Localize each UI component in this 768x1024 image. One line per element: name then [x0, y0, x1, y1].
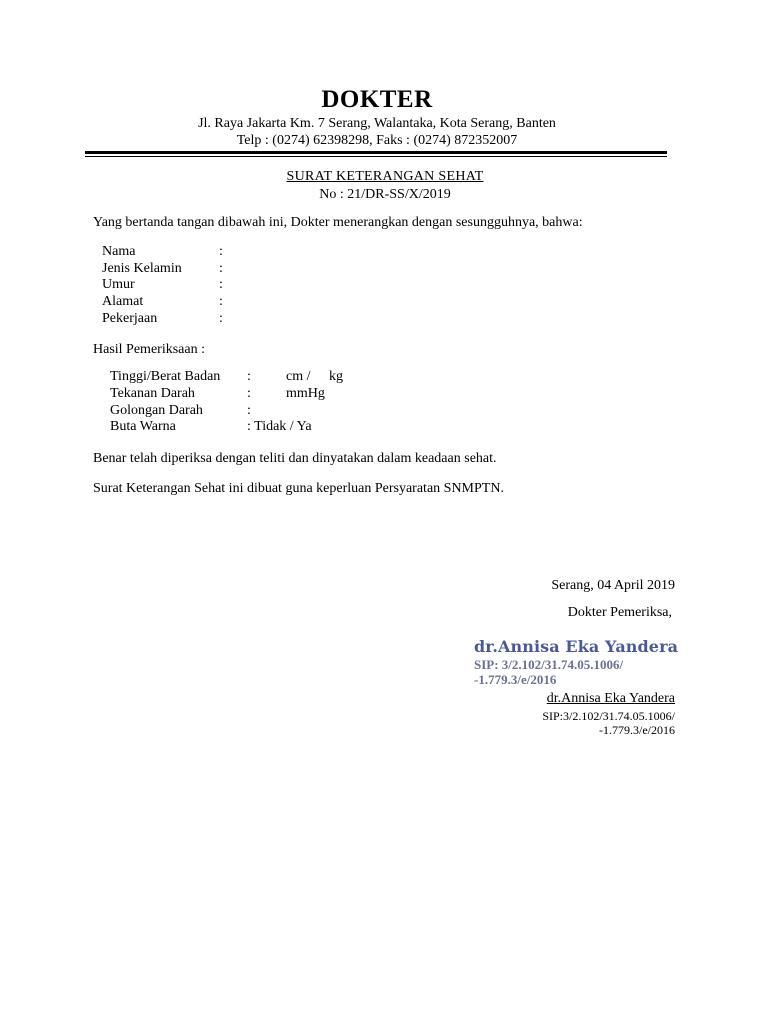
signatory-sip-line2: -1.779.3/e/2016	[599, 723, 675, 737]
exam-colon: :	[247, 403, 251, 418]
letterhead-divider-thin	[85, 156, 667, 157]
document-number: No : 21/DR-SS/X/2019	[319, 187, 451, 202]
intro-text: Yang bertanda tangan dibawah ini, Dokter menerangkan dengan sesungguhnya, bahwa:	[93, 215, 583, 230]
exam-label-blood-pressure: Tekanan Darah	[110, 386, 195, 401]
place-date: Serang, 04 April 2019	[551, 578, 675, 593]
exam-unit-kg: kg	[329, 369, 343, 384]
field-label-alamat: Alamat	[102, 294, 144, 309]
exam-colon: :	[247, 369, 251, 384]
exam-unit-cm: cm /	[286, 369, 311, 384]
field-label-jenis-kelamin: Jenis Kelamin	[102, 261, 182, 276]
field-colon: :	[219, 277, 223, 292]
stamp-name: dr.Annisa Eka Yandera	[474, 637, 679, 656]
statement-purpose: Surat Keterangan Sehat ini dibuat guna keperluan Persyaratan SNMPTN.	[93, 481, 504, 496]
letterhead-phone: Telp : (0274) 62398298, Faks : (0274) 872352007	[236, 133, 518, 148]
exam-label-blood-type: Golongan Darah	[110, 403, 203, 418]
document-title: SURAT KETERANGAN SEHAT	[286, 169, 484, 184]
field-colon: :	[219, 311, 223, 326]
exam-unit-mmhg: mmHg	[286, 386, 325, 401]
exam-label-color-blind: Buta Warna	[110, 419, 176, 434]
stamp-sip-line1: SIP: 3/2.102/31.74.05.1006/	[474, 657, 624, 672]
examiner-role: Dokter Pemeriksa,	[567, 605, 672, 620]
field-colon: :	[219, 261, 223, 276]
exam-colon: :	[247, 386, 251, 401]
letterhead-address: Jl. Raya Jakarta Km. 7 Serang, Walantaka, Kota Serang, Banten	[198, 116, 556, 131]
field-colon: :	[219, 244, 223, 259]
stamp-sip-line2: -1.779.3/e/2016	[474, 672, 557, 687]
exam-colon-options: : Tidak / Ya	[247, 419, 312, 434]
signatory-sip-line1: SIP:3/2.102/31.74.05.1006/	[542, 709, 675, 723]
field-colon: :	[219, 294, 223, 309]
letterhead-divider-thick	[85, 151, 667, 154]
field-label-nama: Nama	[102, 244, 136, 259]
statement-healthy: Benar telah diperiksa dengan teliti dan dinyatakan dalam keadaan sehat.	[93, 451, 497, 466]
exam-label-height-weight: Tinggi/Berat Badan	[110, 369, 221, 384]
field-label-pekerjaan: Pekerjaan	[102, 311, 158, 326]
signatory-name: dr.Annisa Eka Yandera	[546, 691, 675, 706]
letterhead-title: DOKTER	[321, 86, 433, 113]
field-label-umur: Umur	[102, 277, 135, 292]
exam-heading: Hasil Pemeriksaan :	[93, 342, 205, 357]
